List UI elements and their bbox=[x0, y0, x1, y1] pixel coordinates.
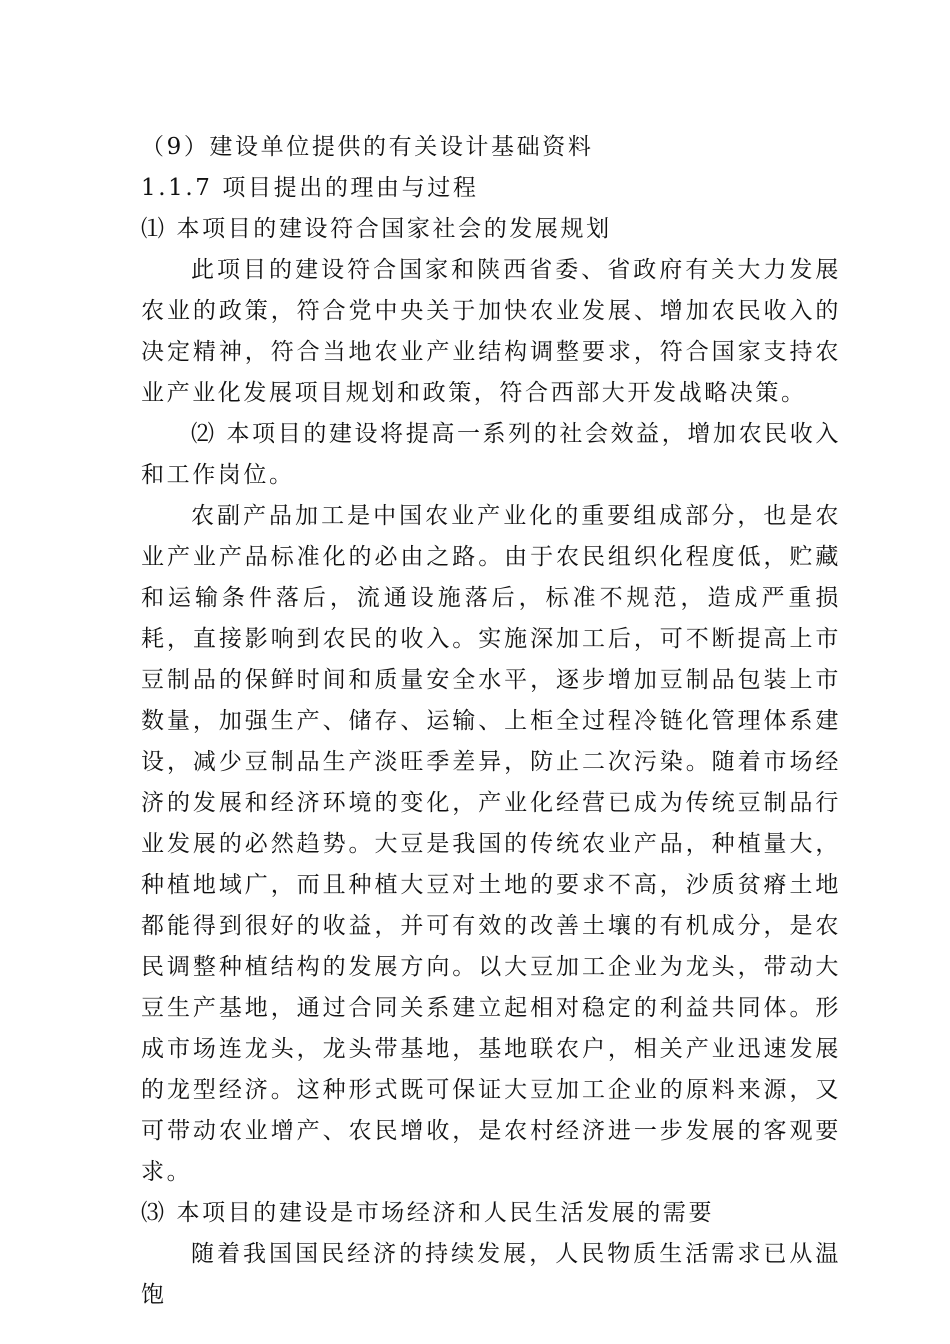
list-item-market-needs: ⑶ 本项目的建设是市场经济和人民生活发展的需要 bbox=[141, 1200, 715, 1226]
list-item-design-materials: （9）建设单位提供的有关设计基础资料 bbox=[141, 134, 594, 160]
body-paragraph-processing: 农副产品加工是中国农业产业化的重要组成部分，也是农业产业产品标准化的必由之路。由于农民组织化程度低，贮藏和运输条件落后，流通设施落后，标准不规范，造成严重损耗，直接影响到农民的收入。实施深加工后，可不断提高上市豆制品的保鲜时间和质量安全水平，逐步增加豆制品包装上市数量，加强生产、储存、运输、上柜全过程冷链化管理体系建设，减少豆制品生产淡旺季差异，防止二次污染。随着市场经济的发展和经济环境的变化，产业化经营已成为传统豆制品行业发展的必然趋势。大豆是我国的传统农业产品，种植量大，种植地域广，而且种植大豆对土地的要求不高，沙质贫瘠土地都能得到很好的收益，并可有效的改善土壤的有机成分，是农民调整种植结构的发展方向。以大豆加工企业为龙头，带动大豆生产基地，通过合同关系建立起相对稳定的利益共同体。形成市场连龙头，龙头带基地，基地联农户，相关产业迅速发展的龙型经济。这种形式既可保证大豆加工企业的原料来源，又可带动农业增产、农民增收，是农村经济进一步发展的客观要求。 bbox=[141, 503, 841, 1185]
list-item-development-plan: ⑴ 本项目的建设符合国家社会的发展规划 bbox=[141, 216, 612, 242]
body-paragraph-economy: 随着我国国民经济的持续发展，人民物质生活需求已从温饱 bbox=[141, 1241, 841, 1308]
body-paragraph-social-benefit: ⑵ 本项目的建设将提高一系列的社会效益，增加农民收入和工作岗位。 bbox=[141, 421, 841, 488]
body-paragraph-policy: 此项目的建设符合国家和陕西省委、省政府有关大力发展农业的政策，符合党中央关于加快农业发展、增加农民收入的决定精神，符合当地农业产业结构调整要求，符合国家支持农业产业化发展项目规划和政策，符合西部大开发战略决策。 bbox=[141, 257, 841, 406]
section-heading-1-1-7: 1.1.7 项目提出的理由与过程 bbox=[141, 175, 479, 201]
document-body bbox=[141, 127, 841, 1316]
